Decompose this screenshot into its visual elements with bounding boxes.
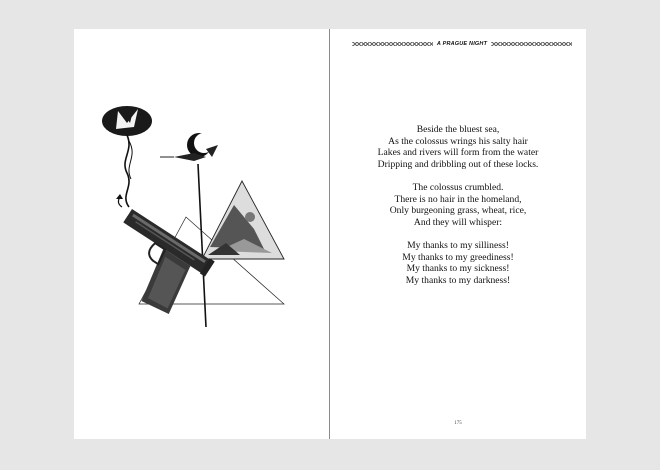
poem-line: My thanks to my silliness!	[407, 239, 509, 251]
right-page	[330, 29, 586, 439]
poem-line: And they will whisper:	[413, 216, 503, 228]
poem-line: Beside the bluest sea,	[416, 124, 500, 135]
left-page	[74, 29, 330, 439]
poem-line: Lakes and rivers will form from the water	[377, 147, 539, 159]
poem	[330, 124, 586, 298]
ornament-left	[352, 42, 433, 46]
stanza-3	[330, 240, 586, 286]
page-number: 175	[454, 421, 462, 426]
poem-line: My thanks to my darkness!	[405, 274, 511, 286]
poem-line: My thanks to my sickness!	[406, 263, 510, 275]
poem-line: Only burgeoning grass, wheat, rice,	[389, 205, 527, 217]
poem-line: There is no hair in the homeland,	[394, 193, 522, 205]
collage-illustration	[94, 99, 304, 349]
book-spread	[74, 29, 586, 439]
ornament-right	[491, 42, 572, 46]
poem-line: As the colossus wrings his salty hair	[388, 135, 528, 147]
stanza-1	[330, 124, 586, 170]
running-head-title: A PRAGUE NIGHT	[436, 41, 488, 47]
poem-line: The colossus crumbled.	[412, 181, 504, 193]
stanza-2	[330, 182, 586, 228]
poem-line: Dripping and dribbling out of these locks.	[377, 158, 539, 170]
running-head	[352, 41, 572, 47]
poem-line: My thanks to my greediness!	[402, 251, 514, 263]
